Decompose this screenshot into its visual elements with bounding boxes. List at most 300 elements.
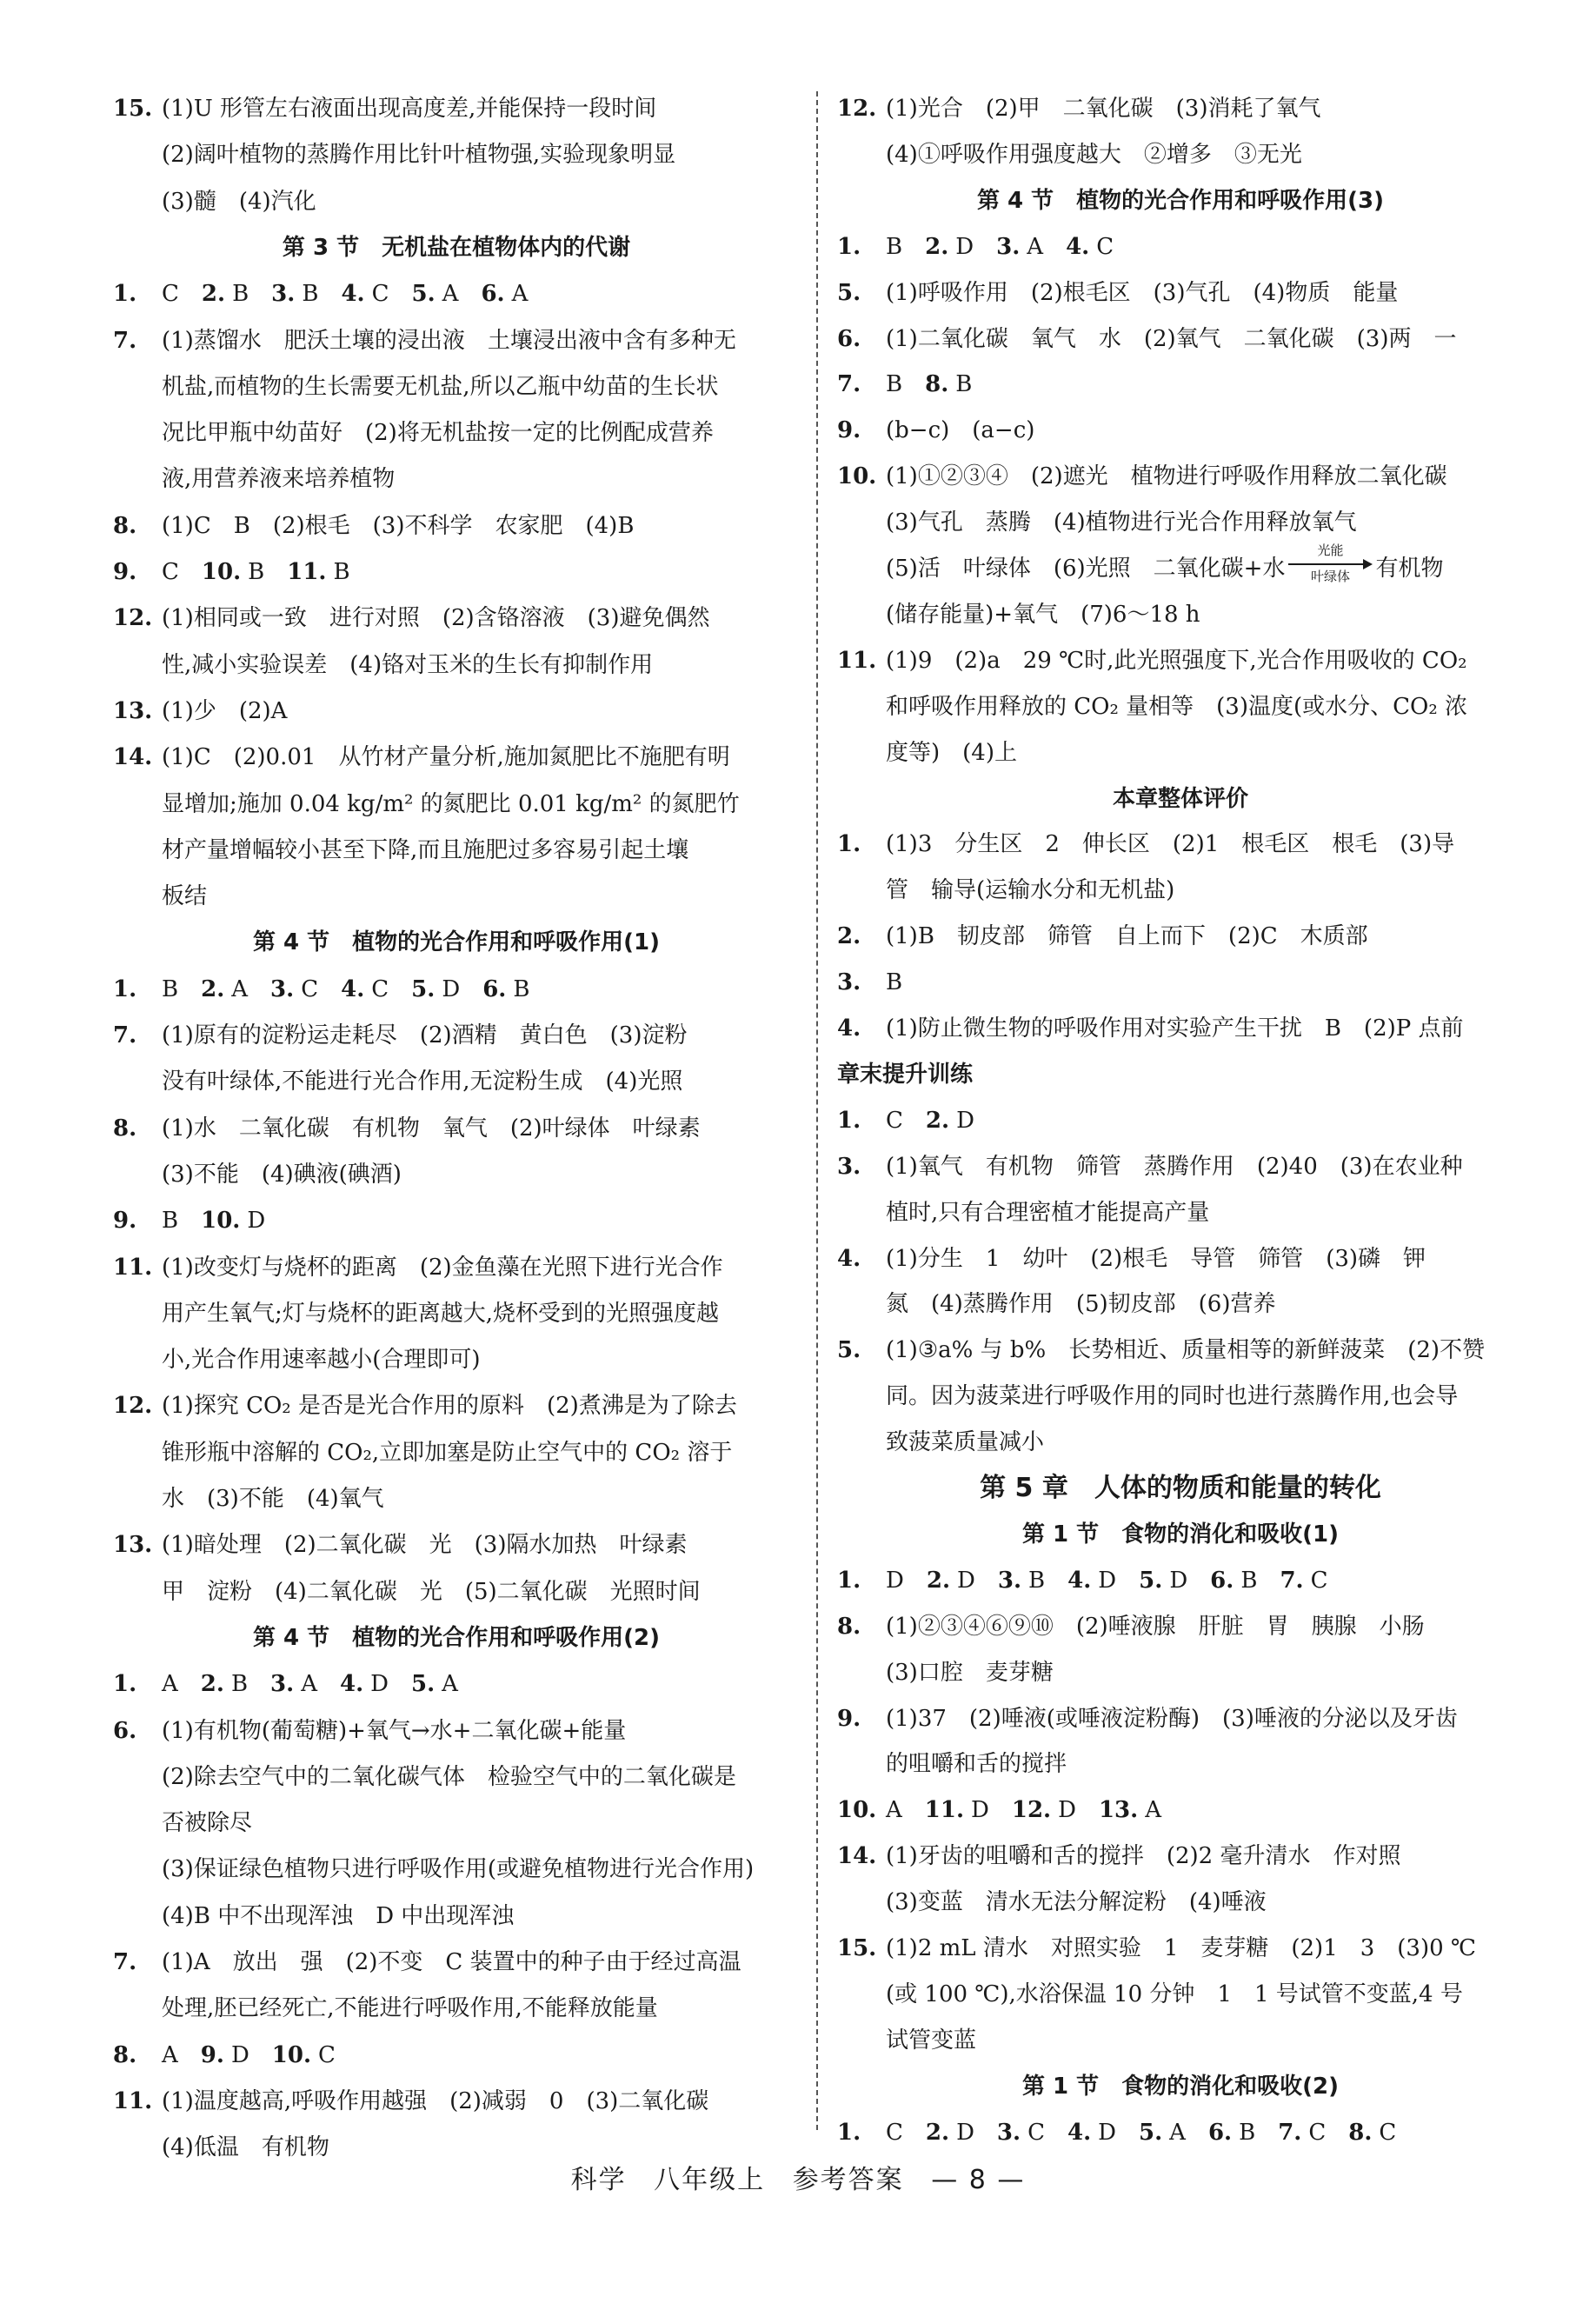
question-number: 12. [1011, 1797, 1052, 1824]
answer-line [113, 2084, 800, 2119]
answer-line [162, 1481, 800, 1516]
question-number: 2. [201, 975, 225, 1002]
question-number: 8. [113, 512, 137, 539]
arrow-condition: 叶绿体 [1310, 569, 1350, 584]
section-heading: 第 3 节 无机盐在植物体内的代谢 [282, 234, 631, 261]
answer-text: A [1169, 2119, 1208, 2146]
question-number: 5. [411, 1671, 436, 1698]
question-number: 7. [1280, 1567, 1304, 1594]
answer-line [113, 1388, 800, 1423]
answer-text: A [1027, 233, 1067, 260]
question-number: 5. [1139, 2119, 1163, 2146]
answer-text: C [1096, 233, 1114, 260]
answer-text: (3)保证绿色植物只进行呼吸作用(或避免植物进行光合作用) [162, 1856, 755, 1883]
answer-text: 显增加;施加 0.04 kg/m² 的氮肥比 0.01 kg/m² 的氮肥竹 [162, 790, 740, 817]
answer-line [837, 1149, 1524, 1184]
question-number: 5. [411, 281, 436, 308]
answer-text: D [957, 1567, 998, 1594]
answer-text: A [442, 281, 482, 308]
answer-text: D [370, 1671, 411, 1698]
answer-text: B [302, 281, 342, 308]
answer-line [886, 1425, 1524, 1460]
page-number: — 8 — [931, 2165, 1026, 2195]
answer-line [837, 1103, 1524, 1138]
answer-line [162, 1852, 800, 1887]
answer-text: 性,减小实验误差 (4)铬对玉米的生长有抑制作用 [162, 651, 654, 678]
question-number: 4. [341, 281, 365, 308]
question-number: 2. [925, 2119, 950, 2146]
answer-line [886, 689, 1524, 724]
answer-line [162, 1574, 800, 1609]
answer-line [837, 1609, 1524, 1644]
answer-text: (1)氧气 有机物 筛管 蒸腾作用 (2)40 (3)在农业种 [886, 1153, 1463, 1180]
question-number: 5. [837, 279, 861, 306]
answer-line [837, 643, 1524, 678]
answer-text: 小,光合作用速率越小(合理即可) [162, 1347, 481, 1374]
answer-line [162, 184, 800, 219]
question-number: 12. [113, 605, 153, 632]
answer-line [837, 1011, 1524, 1046]
answer-text: 管 输导(运输水分和无机盐) [886, 877, 1175, 904]
answer-text: A [162, 1671, 201, 1698]
answer-text: (3)口腔 麦芽糖 [886, 1659, 1054, 1686]
footer-subject: 科学 [570, 2165, 627, 2195]
answer-text: 度等) (4)上 [886, 739, 1017, 766]
answer-text: D [1058, 1797, 1099, 1824]
answer-text: 否被除尽 [162, 1810, 253, 1837]
answer-text: B [513, 975, 530, 1002]
question-number: 10. [271, 2041, 312, 2068]
answer-text: B [886, 969, 903, 996]
answer-line [162, 1296, 800, 1331]
answer-line [886, 1195, 1524, 1230]
page-footer [0, 2158, 1596, 2196]
answer-text: (3)气孔 蒸腾 (4)植物进行光合作用释放氧气 [886, 509, 1357, 536]
answer-text: A [231, 975, 271, 1002]
question-number: 3. [996, 233, 1021, 260]
answer-text: (或 100 ℃),水浴保温 10 分钟 1 1 号试管不变蓝,4 号 [886, 1980, 1463, 2007]
question-number: 1. [837, 1567, 861, 1594]
question-number: 8. [1348, 2119, 1373, 2146]
column-divider [816, 91, 818, 2130]
answer-line [113, 601, 800, 636]
answer-text: (1)C (2)0.01 从竹材产量分析,施加氮肥比不施肥有明 [162, 744, 730, 771]
question-number: 9. [113, 1208, 137, 1235]
question-number: 14. [837, 1843, 877, 1870]
answer-text: A [162, 2041, 201, 2068]
answer-line [162, 1991, 800, 2026]
question-number: 4. [837, 1245, 861, 1272]
answer-text: C [886, 2119, 926, 2146]
answer-text: B [162, 975, 202, 1002]
answer-line [886, 873, 1524, 908]
answer-text: (1)改变灯与烧杯的距离 (2)金鱼藻在光照下进行光合作 [162, 1254, 723, 1281]
answer-line [113, 509, 800, 543]
answer-line [113, 972, 800, 1007]
answer-line [162, 648, 800, 682]
section-heading: 章末提升训练 [837, 1061, 974, 1088]
answer-text: 和呼吸作用释放的 CO₂ 量相等 (3)温度(或水分、CO₂ 浓 [886, 693, 1468, 720]
answer-line [837, 2115, 1524, 2150]
question-number: 3. [837, 1153, 861, 1180]
question-number: 6. [113, 1717, 137, 1744]
answer-text: D [1169, 1567, 1211, 1594]
answer-text: (1)U 形管左右液面出现高度差,并能保持一段时间 [162, 96, 657, 122]
answer-text: C [1308, 2119, 1349, 2146]
question-number: 7. [113, 1022, 137, 1048]
question-number: 5. [411, 975, 436, 1002]
answer-line [886, 597, 1524, 632]
question-number: 2. [200, 1671, 224, 1698]
answer-line [162, 787, 800, 822]
question-number: 11. [287, 559, 327, 585]
answer-text: D [886, 1567, 927, 1594]
answer-text: C [1379, 2119, 1397, 2146]
question-number: 10. [837, 1797, 877, 1824]
answer-text: (5)活 叶绿体 (6)光照 二氧化碳+水 [886, 556, 1286, 582]
answer-text: C [1027, 2119, 1067, 2146]
question-number: 3. [271, 281, 296, 308]
question-number: 8. [113, 1115, 137, 1142]
question-number: 4. [341, 975, 365, 1002]
answer-line [837, 919, 1524, 954]
footer-label: 参考答案 [792, 2165, 904, 2195]
question-number: 6. [1207, 2119, 1233, 2146]
question-number: 9. [837, 417, 861, 444]
answer-text: 氮 (4)蒸腾作用 (5)韧皮部 (6)营养 [886, 1291, 1276, 1318]
question-number: 13. [1098, 1797, 1139, 1824]
question-number: 5. [1139, 1567, 1163, 1594]
answer-text: (1)牙齿的咀嚼和舌的搅拌 (2)2 毫升清水 作对照 [886, 1843, 1401, 1870]
answer-text: D [442, 975, 483, 1002]
answer-text: (储存能量)+氧气 (7)6～18 h [886, 601, 1200, 628]
question-number: 4. [1067, 2119, 1092, 2146]
answer-text: (2)阔叶植物的蒸腾作用比针叶植物强,实验现象明显 [162, 142, 676, 169]
answer-line [113, 91, 800, 126]
question-number: 11. [924, 1797, 965, 1824]
answer-text: (b−c) (a−c) [886, 417, 1035, 444]
answer-text: (1)①②③④ (2)遮光 植物进行呼吸作用释放二氧化碳 [886, 463, 1447, 490]
question-number: 15. [837, 1935, 877, 1961]
question-number: 11. [837, 647, 877, 674]
answer-text: B [955, 371, 973, 398]
question-number: 15. [113, 96, 153, 122]
answer-text: C [371, 281, 412, 308]
question-number: 13. [113, 697, 153, 724]
reaction-arrow [1288, 543, 1372, 584]
answer-text: 机盐,而植物的生长需要无机盐,所以乙瓶中幼苗的生长状 [162, 373, 719, 400]
chapter-heading: 第 5 章 人体的物质和能量的转化 [980, 1473, 1381, 1503]
question-number: 14. [113, 744, 153, 771]
answer-line [837, 367, 1524, 402]
answer-text: B [230, 1671, 271, 1698]
answer-text: 锥形瓶中溶解的 CO₂,立即加塞是防止空气中的 CO₂ 溶于 [162, 1439, 733, 1466]
question-number: 7. [837, 371, 861, 398]
answer-text: (1)暗处理 (2)二氧化碳 光 (3)隔水加热 叶绿素 [162, 1532, 688, 1559]
answer-line [113, 1203, 800, 1238]
question-number: 2. [925, 1107, 950, 1134]
answer-line [162, 1899, 800, 1934]
answer-text: (1)二氧化碳 氧气 水 (2)氧气 二氧化碳 (3)两 一 [886, 325, 1457, 352]
answer-line [837, 827, 1524, 862]
question-number: 11. [113, 1254, 153, 1281]
question-number: 7. [1278, 2119, 1302, 2146]
answer-line [162, 137, 800, 172]
answer-line [837, 1242, 1524, 1276]
question-number: 4. [1066, 233, 1090, 260]
answer-line [113, 276, 800, 311]
section-heading: 第 1 节 食物的消化和吸收(1) [1021, 1521, 1340, 1548]
answer-line [162, 1760, 800, 1794]
answer-text: (4)①呼吸作用强度越大 ②增多 ③无光 [886, 141, 1302, 168]
section-heading: 本章整体评价 [1112, 785, 1248, 812]
answer-line [837, 1931, 1524, 1966]
answer-text: A [886, 1797, 925, 1824]
answer-text: 材产量增幅较小甚至下降,而且施肥过多容易引起土壤 [162, 836, 689, 863]
answer-line [113, 1945, 800, 1980]
answer-line [113, 1714, 800, 1748]
answer-text: (3)变蓝 清水无法分解淀粉 (4)唾液 [886, 1889, 1267, 1916]
answer-line [162, 1342, 800, 1377]
question-number: 13. [113, 1532, 153, 1559]
answer-line [837, 276, 1524, 310]
answer-text: D [247, 1208, 266, 1235]
answer-text: (1)2 mL 清水 对照实验 1 麦芽糖 (2)1 3 (3)0 ℃ [886, 1935, 1476, 1961]
answer-text: D [1098, 1567, 1140, 1594]
answer-line [886, 1977, 1524, 2012]
answer-text: 甲 淀粉 (4)二氧化碳 光 (5)二氧化碳 光照时间 [162, 1578, 701, 1605]
section-heading: 第 4 节 植物的光合作用和呼吸作用(3) [976, 187, 1385, 214]
question-number: 12. [113, 1393, 153, 1420]
footer-grade: 八年级上 [654, 2165, 766, 2195]
answer-text: (1)B 韧皮部 筛管 自上而下 (2)C 木质部 [886, 923, 1368, 950]
answer-line [837, 459, 1524, 494]
answer-text: B [333, 559, 350, 585]
question-number: 1. [113, 975, 137, 1002]
answer-line [113, 323, 800, 358]
answer-line [886, 543, 1524, 586]
answer-line [886, 1379, 1524, 1414]
answer-text: (1)有机物(葡萄糖)+氧气→水+二氧化碳+能量 [162, 1717, 627, 1744]
answer-text: 没有叶绿体,不能进行光合作用,无淀粉生成 (4)光照 [162, 1068, 683, 1095]
answer-text: 的咀嚼和舌的搅拌 [886, 1751, 1067, 1778]
answer-line [162, 462, 800, 496]
answer-line [886, 736, 1524, 770]
answer-line [886, 1747, 1524, 1781]
answer-text: (1)少 (2)A [162, 697, 288, 724]
section-heading: 第 1 节 食物的消化和吸收(2) [1021, 2073, 1340, 2100]
answer-line [113, 1667, 800, 1701]
answer-text: 液,用营养液来培养植物 [162, 466, 396, 493]
answer-text: D [971, 1797, 1012, 1824]
question-number: 1. [837, 831, 861, 858]
question-number: 3. [996, 2119, 1021, 2146]
answer-line [837, 1333, 1524, 1368]
answer-text: C [371, 975, 412, 1002]
question-number: 6. [837, 325, 861, 352]
answer-line [113, 1018, 800, 1053]
answer-text: A [511, 281, 529, 308]
answer-text: (1)蒸馏水 肥沃土壤的浸出液 土壤浸出液中含有多种无 [162, 327, 736, 354]
question-number: 10. [201, 559, 242, 585]
answer-text: 处理,胚已经死亡,不能进行呼吸作用,不能释放能量 [162, 1995, 658, 2022]
answer-line [113, 555, 800, 589]
question-number: 3. [270, 975, 295, 1002]
question-number: 2. [925, 233, 949, 260]
answer-text: (1)分生 1 幼叶 (2)根毛 导管 筛管 (3)磷 钾 [886, 1245, 1426, 1272]
answer-line [837, 965, 1524, 1000]
question-number: 3. [837, 969, 861, 996]
answer-text: (1)温度越高,呼吸作用越强 (2)减弱 0 (3)二氧化碳 [162, 2087, 709, 2114]
answer-line [113, 2038, 800, 2073]
answer-text: D [1098, 2119, 1139, 2146]
section-heading: 第 4 节 植物的光合作用和呼吸作用(1) [252, 929, 661, 956]
question-number: 7. [113, 1949, 137, 1975]
answer-text: (1)呼吸作用 (2)根毛区 (3)气孔 (4)物质 能量 [886, 279, 1399, 306]
question-number: 2. [201, 281, 226, 308]
answer-line [886, 1287, 1524, 1321]
answer-line [837, 1839, 1524, 1874]
answer-line [886, 505, 1524, 540]
answer-text: (1)9 (2)a 29 ℃时,此光照强度下,光合作用吸收的 CO₂ [886, 647, 1467, 674]
section-heading: 第 4 节 植物的光合作用和呼吸作用(2) [252, 1624, 661, 1651]
answer-text: 有机物 [1375, 556, 1444, 582]
answer-text: 况比甲瓶中幼苗好 (2)将无机盐按一定的比例配成营养 [162, 420, 714, 447]
answer-line [837, 1793, 1524, 1827]
answer-text: (1)防止微生物的呼吸作用对实验产生干扰 B (2)P 点前 [886, 1015, 1464, 1042]
answer-line [837, 1701, 1524, 1736]
answer-text: (4)B 中不出现浑浊 D 中出现浑浊 [162, 1902, 515, 1929]
answer-line [837, 1563, 1524, 1598]
question-number: 9. [837, 1705, 861, 1732]
answer-text: (1)③a% 与 b% 长势相近、质量相等的新鲜菠菜 (2)不赞 [886, 1337, 1486, 1364]
question-number: 3. [997, 1567, 1022, 1594]
question-number: 2. [837, 923, 861, 950]
answer-line [162, 1806, 800, 1841]
answer-text: B [1239, 2119, 1279, 2146]
answer-text: (4)低温 有机物 [162, 2134, 329, 2161]
answer-text: (1)37 (2)唾液(或唾液淀粉酶) (3)唾液的分泌以及牙齿 [886, 1705, 1458, 1732]
question-number: 1. [837, 2119, 861, 2146]
answer-line [837, 91, 1524, 126]
answer-line [886, 2023, 1524, 2058]
answer-text: D [956, 2119, 997, 2146]
answer-text: A [301, 1671, 340, 1698]
answer-text: B [1028, 1567, 1068, 1594]
answer-line [113, 694, 800, 729]
answer-line [162, 1064, 800, 1099]
answer-text: 致菠菜质量减小 [886, 1429, 1045, 1456]
answer-text: D [230, 2041, 272, 2068]
answer-text: C [318, 2041, 336, 2068]
question-number: 10. [201, 1208, 241, 1235]
answer-text: D [956, 1107, 974, 1134]
answer-line [837, 230, 1524, 264]
answer-line [837, 413, 1524, 448]
answer-line [886, 1885, 1524, 1920]
answer-line [113, 1111, 800, 1146]
answer-line [113, 1528, 800, 1562]
answer-text: (1)光合 (2)甲 二氧化碳 (3)消耗了氧气 [886, 96, 1321, 122]
answer-line [162, 1435, 800, 1470]
answer-text: (3)不能 (4)碘液(碘酒) [162, 1161, 402, 1188]
question-number: 5. [837, 1337, 861, 1364]
answer-text: B [1240, 1567, 1280, 1594]
answer-text: (1)水 二氧化碳 有机物 氧气 (2)叶绿体 叶绿素 [162, 1115, 701, 1142]
answer-text: C [886, 1107, 926, 1134]
question-number: 6. [1210, 1567, 1234, 1594]
question-number: 6. [482, 975, 507, 1002]
answer-text: (1)②③④⑥⑨⑩ (2)唾液腺 肝脏 胃 胰腺 小肠 [886, 1613, 1425, 1640]
answer-line [162, 879, 800, 914]
answer-line [886, 137, 1524, 172]
question-number: 10. [837, 463, 877, 490]
question-number: 1. [113, 281, 137, 308]
answer-text: (2)除去空气中的二氧化碳气体 检验空气中的二氧化碳是 [162, 1763, 736, 1790]
answer-text: (3)髓 (4)汽化 [162, 188, 316, 215]
answer-line [837, 322, 1524, 356]
question-number: 7. [113, 327, 137, 354]
question-number: 11. [113, 2087, 153, 2114]
answer-text: B [886, 233, 926, 260]
question-number: 12. [837, 96, 877, 122]
answer-text: B [162, 1208, 202, 1235]
question-number: 3. [270, 1671, 295, 1698]
arrow-condition: 光能 [1317, 543, 1344, 558]
question-number: 1. [837, 233, 861, 260]
question-number: 1. [837, 1107, 861, 1134]
answer-text: 同。因为菠菜进行呼吸作用的同时也进行蒸腾作用,也会导 [886, 1383, 1459, 1410]
question-number: 2. [926, 1567, 951, 1594]
question-number: 4. [837, 1015, 861, 1042]
question-number: 4. [1067, 1567, 1092, 1594]
answer-text: 试管变蓝 [886, 2027, 977, 2054]
question-number: 9. [113, 559, 137, 585]
answer-text: 植时,只有合理密植才能提高产量 [886, 1199, 1210, 1226]
answer-text: C [162, 281, 202, 308]
answer-text: D [955, 233, 997, 260]
question-number: 6. [481, 281, 505, 308]
answer-text: (1)相同或一致 进行对照 (2)含铬溶液 (3)避免偶然 [162, 605, 710, 632]
answer-text: C [1310, 1567, 1328, 1594]
answer-text: A [442, 1671, 458, 1698]
answer-line [162, 833, 800, 868]
answer-text: (1)探究 CO₂ 是否是光合作用的原料 (2)煮沸是为了除去 [162, 1393, 737, 1420]
answer-line [113, 740, 800, 775]
answer-text: B [232, 281, 272, 308]
answer-text: C [162, 559, 202, 585]
answer-text: 水 (3)不能 (4)氧气 [162, 1486, 384, 1512]
answer-text: (1)原有的淀粉运走耗尽 (2)酒精 黄白色 (3)淀粉 [162, 1022, 688, 1048]
answer-text: A [1145, 1797, 1161, 1824]
answer-line [162, 416, 800, 450]
answer-line [886, 1655, 1524, 1690]
answer-text: 用产生氧气;灯与烧杯的距离越大,烧杯受到的光照强度越 [162, 1300, 720, 1327]
answer-text: (1)C B (2)根毛 (3)不科学 农家肥 (4)B [162, 512, 635, 539]
question-number: 8. [925, 371, 949, 398]
answer-text: C [301, 975, 342, 1002]
answer-text: (1)A 放出 强 (2)不变 C 装置中的种子由于经过高温 [162, 1949, 741, 1975]
question-number: 8. [113, 2041, 137, 2068]
question-number: 1. [113, 1671, 137, 1698]
answer-text: 板结 [162, 883, 208, 910]
answer-line [162, 1157, 800, 1192]
question-number: 8. [837, 1613, 861, 1640]
answer-text: B [248, 559, 288, 585]
question-number: 9. [200, 2041, 224, 2068]
question-number: 4. [339, 1671, 364, 1698]
answer-line [162, 369, 800, 404]
